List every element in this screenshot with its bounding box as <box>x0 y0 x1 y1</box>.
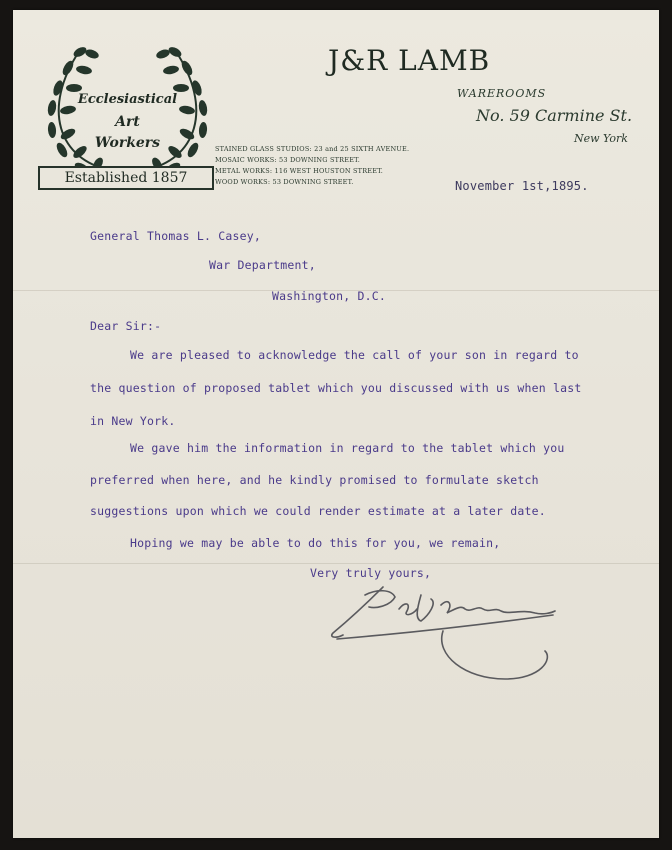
body-line: in New York. <box>90 414 176 428</box>
fold-line <box>13 563 659 564</box>
body-line: We gave him the information in regard to the tablet which you <box>130 441 565 455</box>
body-line: the question of proposed tablet which you discussed with us when last <box>90 381 582 395</box>
body-line: Hoping we may be able to do this for you, we remain, <box>130 536 501 550</box>
body-line: preferred when here, and he kindly promised to formulate sketch <box>90 473 539 487</box>
studio-address: MOSAIC WORKS: 53 DOWNING STREET. <box>215 156 360 164</box>
signature <box>325 575 560 690</box>
salutation: Dear Sir:- <box>90 319 162 333</box>
emblem-line: Ecclesiastical <box>77 92 178 107</box>
emblem-line: Workers <box>94 135 161 151</box>
studio-address: STAINED GLASS STUDIOS: 23 and 25 SIXTH AVENUE. <box>215 145 410 153</box>
recipient-line: Washington, D.C. <box>272 289 386 303</box>
letter-date: November 1st,1895. <box>455 179 589 193</box>
closing: Very truly yours, <box>310 566 432 580</box>
emblem-line: Art <box>115 114 140 130</box>
body-line: We are pleased to acknowledge the call of your son in regard to <box>130 348 579 362</box>
brand-logo: J&R LAMB <box>328 44 491 77</box>
studio-address: WOOD WORKS: 53 DOWNING STREET. <box>215 178 354 186</box>
recipient-line: War Department, <box>209 258 316 272</box>
warerooms-label: WAREROOMS <box>457 87 547 100</box>
city-label: New York <box>574 132 628 145</box>
body-line: suggestions upon which we could render estimate at a later date. <box>90 504 546 518</box>
studio-address: METAL WORKS: 116 WEST HOUSTON STREET. <box>215 167 384 175</box>
established-banner: Established 1857 <box>38 166 214 190</box>
recipient-line: General Thomas L. Casey, <box>90 229 261 243</box>
street-address: No. 59 Carmine St. <box>476 106 633 125</box>
